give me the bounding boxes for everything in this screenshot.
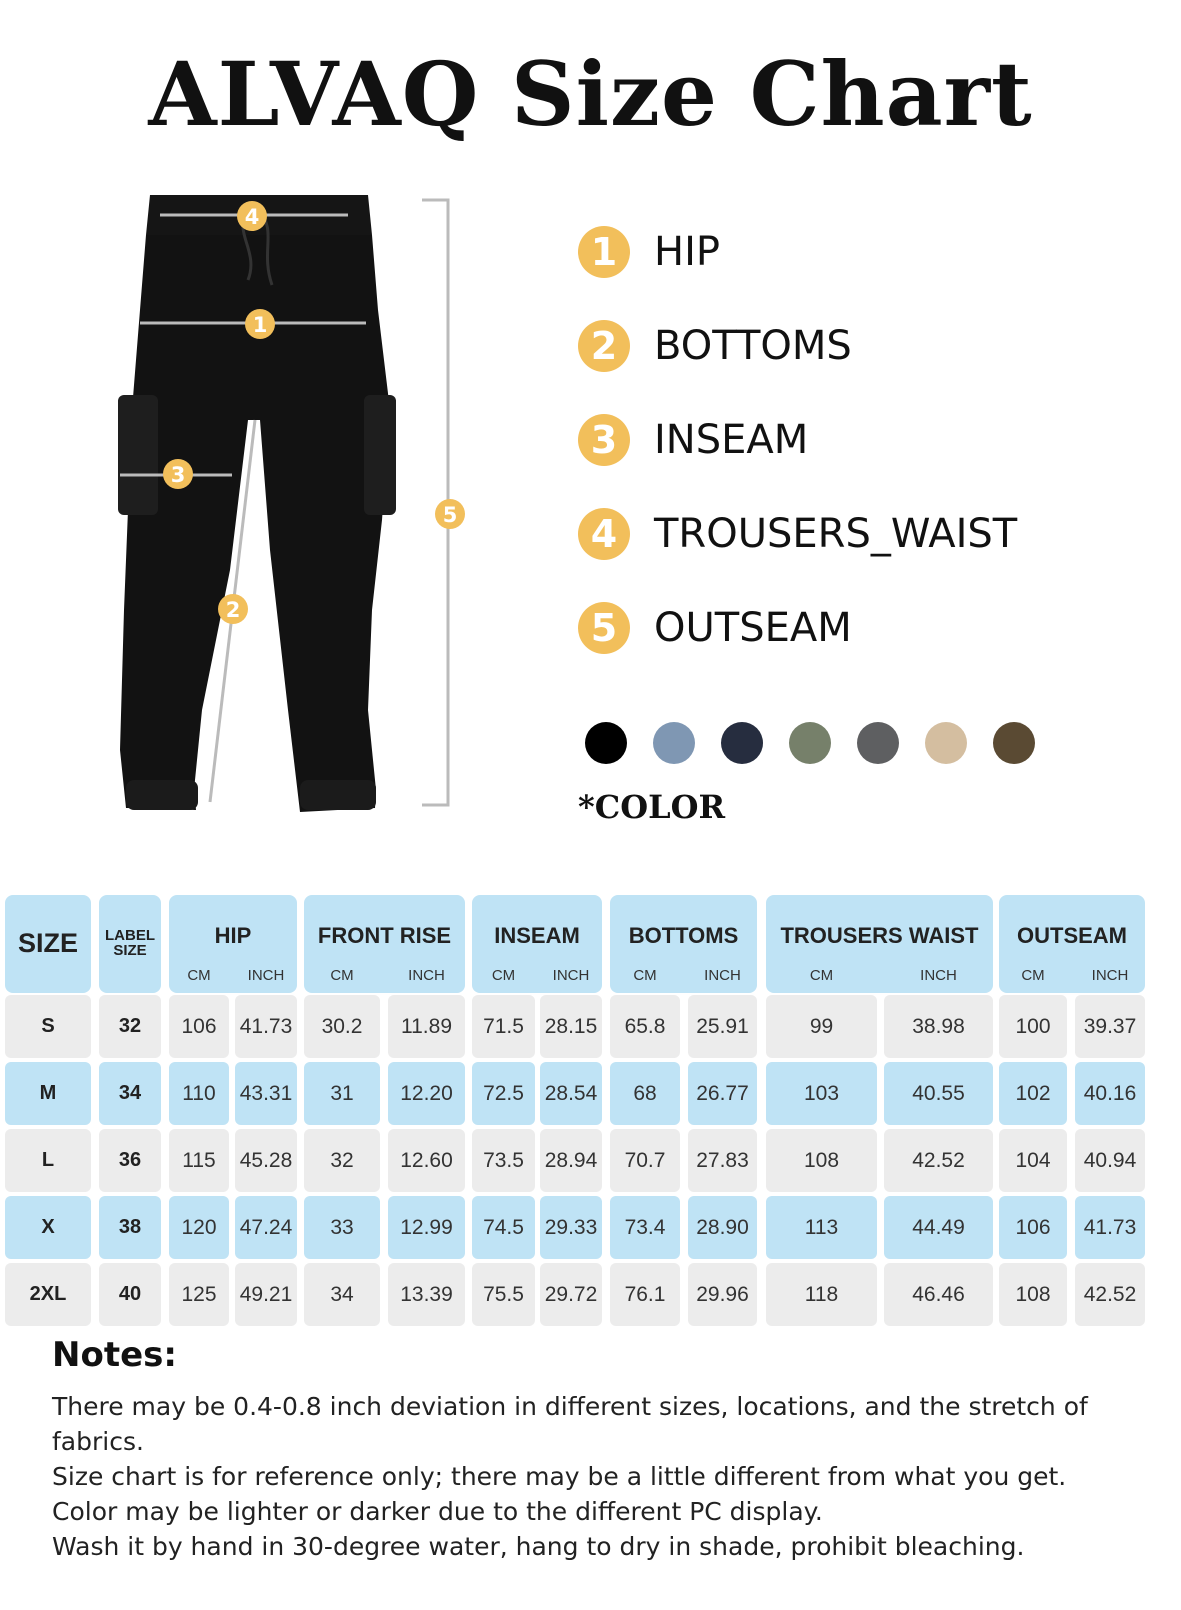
- header-unit: CM: [330, 967, 354, 984]
- header-unit: CM: [187, 967, 211, 984]
- header-unit: CM: [809, 967, 834, 984]
- legend-item-trousers-waist: [578, 487, 1138, 581]
- header-group-title: FRONT RISE: [317, 923, 452, 948]
- header-size: [5, 895, 91, 993]
- cell-value: 113: [766, 1196, 877, 1259]
- note-line: Size chart is for reference only; there may be a little different from what you get.: [52, 1462, 1067, 1491]
- legend-item-hip: [578, 205, 1138, 299]
- cell-value: 73.5: [472, 1129, 535, 1192]
- cell-value: 28.94: [540, 1129, 602, 1192]
- cell-value: 33: [304, 1196, 380, 1259]
- header-label-size: [99, 895, 161, 993]
- cell-value: 27.83: [688, 1129, 757, 1192]
- legend-label: TROUSERS_WAIST: [654, 511, 1018, 557]
- color-swatch: [925, 722, 967, 764]
- cell-value: 125: [169, 1263, 229, 1326]
- size-table: [5, 895, 1170, 1328]
- header-group-title: BOTTOMS: [628, 923, 739, 948]
- cell-value: 65.8: [610, 995, 680, 1058]
- svg-text:2: 2: [225, 598, 241, 622]
- pants-diagram: [110, 190, 490, 830]
- cell-value: 71.5: [472, 995, 535, 1058]
- cell-value: 12.60: [388, 1129, 465, 1192]
- legend-item-outseam: [578, 581, 1138, 675]
- legend-item-bottoms: [578, 299, 1138, 393]
- legend-label: INSEAM: [654, 417, 809, 463]
- header-label-size-label: LABEL SIZE: [105, 927, 155, 959]
- cell-label-size: 32: [99, 995, 161, 1058]
- pants-illustration: [110, 190, 490, 830]
- svg-text:1: 1: [252, 313, 268, 337]
- color-swatch: [653, 722, 695, 764]
- header-group-title: TROUSERS WAIST: [780, 923, 979, 948]
- header-unit: CM: [491, 967, 516, 984]
- cell-value: 39.37: [1075, 995, 1145, 1058]
- header-group: [304, 895, 465, 993]
- cell-value: 120: [169, 1196, 229, 1259]
- header-unit: CM: [1021, 967, 1045, 984]
- color-swatch: [993, 722, 1035, 764]
- cell-value: 106: [169, 995, 229, 1058]
- legend-label: HIP: [654, 229, 720, 275]
- number-badge: 4: [578, 508, 630, 560]
- cell-value: 13.39: [388, 1263, 465, 1326]
- marker-3: [163, 459, 193, 489]
- header-unit: INCH: [920, 967, 957, 984]
- cell-value: 72.5: [472, 1062, 535, 1125]
- header-unit: CM: [633, 967, 657, 984]
- svg-text:4: 4: [244, 205, 260, 229]
- cell-value: 12.20: [388, 1062, 465, 1125]
- cell-value: 12.99: [388, 1196, 465, 1259]
- cell-value: 29.96: [688, 1263, 757, 1326]
- table-header: [5, 895, 1170, 993]
- cell-value: 73.4: [610, 1196, 680, 1259]
- cell-value: 104: [999, 1129, 1067, 1192]
- cell-value: 41.73: [1075, 1196, 1145, 1259]
- cell-value: 103: [766, 1062, 877, 1125]
- notes-title: Notes:: [52, 1335, 177, 1375]
- header-group: [999, 895, 1145, 993]
- marker-5: [435, 499, 465, 529]
- table-row: [5, 1261, 1170, 1328]
- table-body: [5, 993, 1170, 1328]
- table-row: [5, 1194, 1170, 1261]
- header-group: [472, 895, 602, 993]
- cell-size: X: [5, 1196, 91, 1259]
- cell-value: 99: [766, 995, 877, 1058]
- header-unit: INCH: [408, 967, 445, 984]
- note-line: Color may be lighter or darker due to the different PC display.: [52, 1497, 823, 1526]
- cell-value: 28.90: [688, 1196, 757, 1259]
- marker-2: [218, 594, 248, 624]
- cell-value: 46.46: [884, 1263, 993, 1326]
- header-group: [610, 895, 757, 993]
- cell-value: 100: [999, 995, 1067, 1058]
- svg-text:5: 5: [442, 503, 458, 527]
- cell-value: 118: [766, 1263, 877, 1326]
- table-row: [5, 1060, 1170, 1127]
- cell-value: 74.5: [472, 1196, 535, 1259]
- cell-value: 47.24: [235, 1196, 297, 1259]
- header-group-title: HIP: [214, 923, 252, 948]
- legend-label: BOTTOMS: [654, 323, 852, 369]
- cell-value: 110: [169, 1062, 229, 1125]
- cell-value: 41.73: [235, 995, 297, 1058]
- notes-section: [52, 1335, 1162, 1564]
- cell-value: 11.89: [388, 995, 465, 1058]
- cell-label-size: 34: [99, 1062, 161, 1125]
- cell-value: 76.1: [610, 1263, 680, 1326]
- cell-value: 102: [999, 1062, 1067, 1125]
- color-swatch: [585, 722, 627, 764]
- header-size-label: SIZE: [17, 928, 78, 958]
- color-label: *COLOR: [578, 788, 726, 826]
- legend-item-inseam: [578, 393, 1138, 487]
- cell-value: 49.21: [235, 1263, 297, 1326]
- cell-value: 108: [766, 1129, 877, 1192]
- header-unit: INCH: [1091, 967, 1129, 984]
- cell-size: 2XL: [5, 1263, 91, 1326]
- svg-text:3: 3: [170, 463, 186, 487]
- cell-size: M: [5, 1062, 91, 1125]
- cell-value: 29.72: [540, 1263, 602, 1326]
- cell-label-size: 40: [99, 1263, 161, 1326]
- cell-value: 42.52: [884, 1129, 993, 1192]
- cell-value: 42.52: [1075, 1263, 1145, 1326]
- cell-value: 108: [999, 1263, 1067, 1326]
- cell-value: 26.77: [688, 1062, 757, 1125]
- legend-label: OUTSEAM: [654, 605, 852, 651]
- table-row: [5, 993, 1170, 1060]
- color-swatch: [789, 722, 831, 764]
- cell-value: 34: [304, 1263, 380, 1326]
- marker-1: [245, 309, 275, 339]
- color-swatches: [585, 722, 1061, 764]
- cell-value: 40.94: [1075, 1129, 1145, 1192]
- cell-value: 40.16: [1075, 1062, 1145, 1125]
- cell-value: 29.33: [540, 1196, 602, 1259]
- marker-4: [237, 201, 267, 231]
- note-line: There may be 0.4-0.8 inch deviation in different sizes, locations, and the stretch of fabrics.: [52, 1392, 1088, 1456]
- cell-value: 32: [304, 1129, 380, 1192]
- page-title: ALVAQ Size Chart: [148, 42, 1033, 146]
- cell-size: L: [5, 1129, 91, 1192]
- color-swatch: [721, 722, 763, 764]
- cell-value: 75.5: [472, 1263, 535, 1326]
- header-unit: INCH: [704, 967, 741, 984]
- number-badge: 3: [578, 414, 630, 466]
- number-badge: 2: [578, 320, 630, 372]
- color-swatch: [857, 722, 899, 764]
- cell-value: 40.55: [884, 1062, 993, 1125]
- cell-value: 115: [169, 1129, 229, 1192]
- cell-value: 45.28: [235, 1129, 297, 1192]
- cell-label-size: 38: [99, 1196, 161, 1259]
- header-group-title: OUTSEAM: [1017, 923, 1127, 948]
- cell-value: 68: [610, 1062, 680, 1125]
- header-group: [169, 895, 297, 993]
- cell-size: S: [5, 995, 91, 1058]
- note-line: Wash it by hand in 30-degree water, hang to dry in shade, prohibit bleaching.: [52, 1532, 1025, 1561]
- cell-value: 30.2: [304, 995, 380, 1058]
- cell-value: 25.91: [688, 995, 757, 1058]
- cell-value: 28.54: [540, 1062, 602, 1125]
- number-badge: 5: [578, 602, 630, 654]
- cell-label-size: 36: [99, 1129, 161, 1192]
- header-group: [766, 895, 993, 993]
- number-badge: 1: [578, 226, 630, 278]
- cell-value: 44.49: [884, 1196, 993, 1259]
- cell-value: 70.7: [610, 1129, 680, 1192]
- cell-value: 38.98: [884, 995, 993, 1058]
- cell-value: 43.31: [235, 1062, 297, 1125]
- cell-value: 106: [999, 1196, 1067, 1259]
- cell-value: 31: [304, 1062, 380, 1125]
- header-unit: INCH: [247, 967, 285, 984]
- cell-value: 28.15: [540, 995, 602, 1058]
- measurement-legend: [578, 205, 1138, 675]
- header-group-title: INSEAM: [494, 923, 580, 948]
- header-unit: INCH: [552, 967, 590, 984]
- table-row: [5, 1127, 1170, 1194]
